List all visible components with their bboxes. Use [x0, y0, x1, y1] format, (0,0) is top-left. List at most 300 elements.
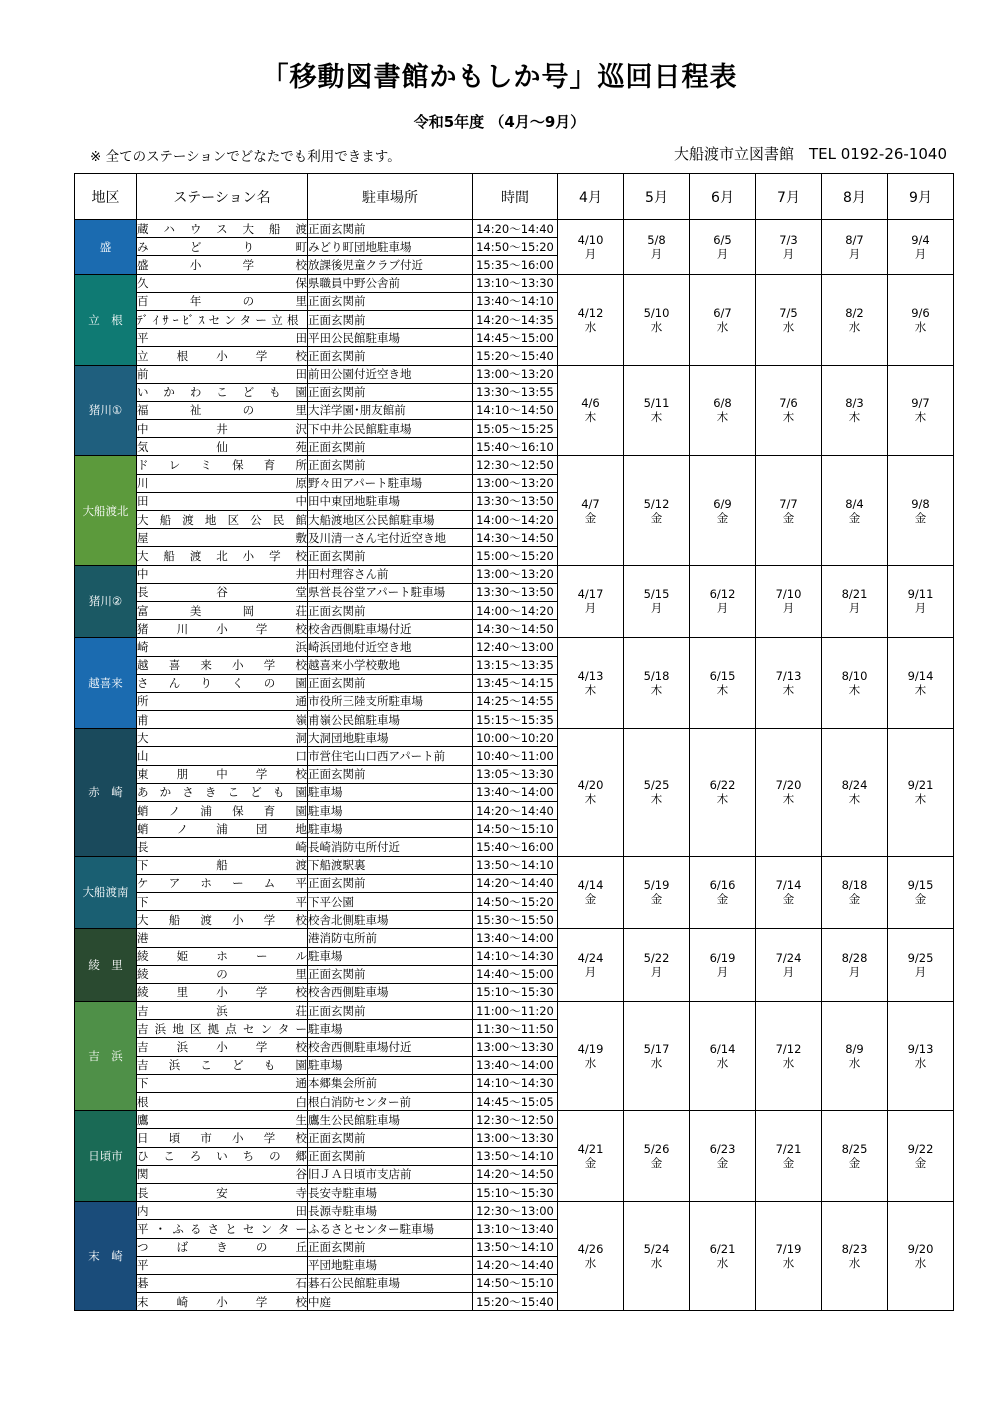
parking-location: 校舎西側駐車場 — [308, 983, 473, 1001]
time-slot: 14:30～14:50 — [473, 620, 558, 638]
visit-date — [822, 220, 888, 275]
station-name: 吉浜荘 — [137, 1002, 308, 1020]
station-name: 長崎 — [137, 838, 308, 856]
district-name: 日頃市 — [75, 1111, 137, 1202]
visit-weekday: 水 — [914, 1056, 927, 1071]
visit-date-value: 8/7 — [845, 232, 864, 247]
time-slot: 14:50～15:20 — [473, 238, 558, 256]
visit-date-value: 6/23 — [709, 1142, 736, 1157]
parking-location: 碁石公民館駐車場 — [308, 1274, 473, 1292]
visit-date-value: 9/22 — [907, 1142, 934, 1157]
station-name: 吉浜地区拠点センター — [137, 1020, 308, 1038]
visit-weekday: 月 — [914, 601, 927, 616]
parking-location: 正面玄関前 — [308, 1238, 473, 1256]
header-month: 4月 — [558, 174, 624, 220]
time-slot: 14:50～15:10 — [473, 820, 558, 838]
time-slot: 14:50～15:10 — [473, 1274, 558, 1292]
parking-location: 長安寺駐車場 — [308, 1183, 473, 1201]
visit-date-value: 7/20 — [775, 778, 802, 793]
visit-weekday: 月 — [650, 601, 663, 616]
visit-date — [888, 638, 954, 729]
visit-date-value: 4/13 — [577, 669, 604, 684]
parking-location: 田村理容さん前 — [308, 565, 473, 583]
time-slot: 14:25～14:55 — [473, 692, 558, 710]
visit-weekday: 水 — [650, 1256, 663, 1271]
visit-weekday: 木 — [914, 792, 927, 807]
visit-weekday: 木 — [584, 683, 597, 698]
visit-date-value: 9/7 — [911, 396, 930, 411]
district-name: 末 崎 — [75, 1202, 137, 1311]
visit-date — [558, 456, 624, 565]
station-name: 蛸ノ浦保育園 — [137, 802, 308, 820]
station-name: 猪川小学校 — [137, 620, 308, 638]
visit-date-value: 9/14 — [907, 669, 934, 684]
district-name: 猪川② — [75, 565, 137, 638]
parking-location: 鷹生公民館駐車場 — [308, 1111, 473, 1129]
district-name: 大船渡北 — [75, 456, 137, 565]
parking-location: 大船渡地区公民館駐車場 — [308, 511, 473, 529]
visit-date-value: 6/7 — [713, 305, 732, 320]
station-name: 川原 — [137, 474, 308, 492]
station-name: 下通 — [137, 1074, 308, 1092]
visit-weekday: 水 — [782, 319, 795, 334]
station-name: 盛小学校 — [137, 256, 308, 274]
parking-location: 正面玄関前 — [308, 347, 473, 365]
table-row — [75, 1202, 954, 1220]
visit-weekday: 木 — [914, 410, 927, 425]
visit-date-value: 9/11 — [907, 587, 934, 602]
time-slot: 11:30～11:50 — [473, 1020, 558, 1038]
station-name: 中井沢 — [137, 420, 308, 438]
visit-date — [690, 1202, 756, 1311]
visit-date-value: 7/14 — [775, 878, 802, 893]
visit-date — [822, 274, 888, 365]
visit-weekday: 木 — [782, 792, 795, 807]
visit-date-value: 5/22 — [643, 951, 670, 966]
parking-location: 越喜来小学校敷地 — [308, 656, 473, 674]
parking-location: 県職員中野公舎前 — [308, 274, 473, 292]
station-name: 吉浜小学校 — [137, 1038, 308, 1056]
visit-weekday: 金 — [782, 892, 795, 907]
visit-weekday: 金 — [650, 510, 663, 525]
station-name: 綾の里 — [137, 965, 308, 983]
header-parking: 駐車場所 — [308, 174, 473, 220]
visit-date — [888, 365, 954, 456]
visit-date — [624, 1002, 690, 1111]
station-name: 大船渡小学校 — [137, 911, 308, 929]
time-slot: 15:40～16:10 — [473, 438, 558, 456]
time-slot: 13:50～14:10 — [473, 856, 558, 874]
station-name: 内田 — [137, 1202, 308, 1220]
visit-date — [756, 929, 822, 1002]
schedule-table — [74, 173, 954, 1311]
table-row — [75, 929, 954, 947]
header-time: 時間 — [473, 174, 558, 220]
visit-date-value: 8/9 — [845, 1042, 864, 1057]
visit-date-value: 5/15 — [643, 587, 670, 602]
visit-weekday: 木 — [584, 410, 597, 425]
visit-date — [624, 456, 690, 565]
visit-weekday: 月 — [650, 246, 663, 261]
visit-weekday: 月 — [914, 246, 927, 261]
visit-date — [756, 365, 822, 456]
station-name: 港 — [137, 929, 308, 947]
station-name: 富美岡荘 — [137, 601, 308, 619]
table-row — [75, 220, 954, 238]
visit-weekday: 木 — [782, 410, 795, 425]
visit-date — [888, 274, 954, 365]
visit-date-value: 7/12 — [775, 1042, 802, 1057]
time-slot: 12:40～13:00 — [473, 638, 558, 656]
header-row — [75, 174, 954, 220]
visit-date — [756, 456, 822, 565]
visit-date-value: 9/6 — [911, 305, 930, 320]
visit-date — [822, 456, 888, 565]
time-slot: 14:00～14:20 — [473, 601, 558, 619]
visit-date-value: 8/23 — [841, 1242, 868, 1257]
visit-date — [888, 1202, 954, 1311]
time-slot: 14:00～14:20 — [473, 511, 558, 529]
visit-date-value: 6/21 — [709, 1242, 736, 1257]
visit-date-value: 4/24 — [577, 951, 604, 966]
visit-date — [558, 1111, 624, 1202]
usage-note: ※ 全てのステーションでどなたでも利用できます。 — [90, 149, 401, 165]
table-row — [75, 456, 954, 474]
visit-date — [624, 365, 690, 456]
table-row — [75, 1002, 954, 1020]
visit-weekday: 月 — [914, 965, 927, 980]
time-slot: 13:40～14:00 — [473, 783, 558, 801]
visit-date-value: 8/4 — [845, 496, 864, 511]
parking-location: 正面玄関前 — [308, 874, 473, 892]
parking-location: 正面玄関前 — [308, 674, 473, 692]
visit-date — [624, 856, 690, 929]
time-slot: 14:30～14:50 — [473, 529, 558, 547]
district-name: 猪川① — [75, 365, 137, 456]
visit-date-value: 4/6 — [581, 396, 600, 411]
visit-date-value: 8/28 — [841, 951, 868, 966]
visit-weekday: 月 — [848, 965, 861, 980]
visit-date-value: 7/19 — [775, 1242, 802, 1257]
visit-weekday: 金 — [914, 1156, 927, 1171]
visit-weekday: 水 — [782, 1256, 795, 1271]
visit-date — [558, 1002, 624, 1111]
visit-date-value: 8/21 — [841, 587, 868, 602]
time-slot: 13:00～13:20 — [473, 474, 558, 492]
station-name: 崎浜 — [137, 638, 308, 656]
visit-date — [822, 729, 888, 856]
table-row — [75, 856, 954, 874]
visit-weekday: 月 — [716, 965, 729, 980]
schedule-body — [75, 220, 954, 1311]
visit-date — [558, 274, 624, 365]
visit-date-value: 7/24 — [775, 951, 802, 966]
parking-location: 正面玄関前 — [308, 1129, 473, 1147]
parking-location: 駐車場 — [308, 820, 473, 838]
visit-date-value: 6/14 — [709, 1042, 736, 1057]
time-slot: 13:10～13:30 — [473, 274, 558, 292]
visit-weekday: 木 — [716, 410, 729, 425]
visit-date — [756, 565, 822, 638]
page-subtitle: 令和5年度 （4月～9月） — [413, 113, 586, 131]
visit-weekday: 金 — [650, 1156, 663, 1171]
parking-location: ふるさとセンター駐車場 — [308, 1220, 473, 1238]
visit-date — [624, 274, 690, 365]
district-name: 綾 里 — [75, 929, 137, 1002]
parking-location: 平田公民館駐車場 — [308, 329, 473, 347]
header-month: 8月 — [822, 174, 888, 220]
visit-weekday: 月 — [584, 246, 597, 261]
parking-location: みどり町団地駐車場 — [308, 238, 473, 256]
parking-location: 甫嶺公民館駐車場 — [308, 711, 473, 729]
visit-weekday: 水 — [782, 1056, 795, 1071]
station-name: ﾃﾞｲｻｰﾋﾞｽセンター立根 — [137, 310, 308, 328]
parking-location: 港消防屯所前 — [308, 929, 473, 947]
time-slot: 14:45～15:05 — [473, 1093, 558, 1111]
time-slot: 14:20～14:40 — [473, 1256, 558, 1274]
header-month: 6月 — [690, 174, 756, 220]
visit-date — [822, 638, 888, 729]
parking-location: 市役所三陸支所駐車場 — [308, 692, 473, 710]
time-slot: 14:20～14:50 — [473, 1165, 558, 1183]
visit-date-value: 8/10 — [841, 669, 868, 684]
station-name: 関谷 — [137, 1165, 308, 1183]
visit-date — [624, 220, 690, 275]
visit-weekday: 金 — [650, 892, 663, 907]
visit-weekday: 金 — [716, 892, 729, 907]
visit-weekday: 木 — [848, 683, 861, 698]
time-slot: 15:20～15:40 — [473, 1293, 558, 1311]
station-name: 末崎小学校 — [137, 1293, 308, 1311]
visit-weekday: 木 — [584, 792, 597, 807]
visit-date-value: 5/8 — [647, 232, 666, 247]
parking-location: 下船渡駅裏 — [308, 856, 473, 874]
station-name: ケアホーム平 — [137, 874, 308, 892]
time-slot: 12:30～12:50 — [473, 456, 558, 474]
visit-date — [756, 856, 822, 929]
parking-location: 長崎消防屯所付近 — [308, 838, 473, 856]
visit-date — [690, 274, 756, 365]
time-slot: 14:40～15:00 — [473, 965, 558, 983]
station-name: 吉浜こども園 — [137, 1056, 308, 1074]
visit-date — [624, 929, 690, 1002]
station-name: 山口 — [137, 747, 308, 765]
visit-date-value: 5/26 — [643, 1142, 670, 1157]
visit-date-value: 6/12 — [709, 587, 736, 602]
visit-weekday: 金 — [848, 1156, 861, 1171]
parking-location: 本郷集会所前 — [308, 1074, 473, 1092]
page-title: 「移動図書館かもしか号」巡回日程表 — [261, 62, 738, 93]
visit-weekday: 月 — [848, 246, 861, 261]
visit-weekday: 金 — [848, 510, 861, 525]
station-name: みどり町 — [137, 238, 308, 256]
visit-date-value: 4/14 — [577, 878, 604, 893]
visit-date — [690, 456, 756, 565]
visit-weekday: 水 — [848, 319, 861, 334]
visit-date — [756, 1002, 822, 1111]
station-name: 甫嶺 — [137, 711, 308, 729]
visit-date-value: 5/25 — [643, 778, 670, 793]
time-slot: 14:20～14:40 — [473, 874, 558, 892]
visit-date — [822, 365, 888, 456]
station-name: 日頃市小学校 — [137, 1129, 308, 1147]
visit-weekday: 月 — [584, 965, 597, 980]
table-row — [75, 365, 954, 383]
visit-weekday: 木 — [782, 683, 795, 698]
station-name: 下船渡 — [137, 856, 308, 874]
visit-weekday: 水 — [716, 1056, 729, 1071]
district-name: 大船渡南 — [75, 856, 137, 929]
header-month: 7月 — [756, 174, 822, 220]
visit-date-value: 4/21 — [577, 1142, 604, 1157]
visit-weekday: 水 — [848, 1056, 861, 1071]
visit-weekday: 金 — [782, 1156, 795, 1171]
visit-weekday: 木 — [650, 792, 663, 807]
visit-date-value: 9/21 — [907, 778, 934, 793]
parking-location: 野々田アパート駐車場 — [308, 474, 473, 492]
visit-weekday: 木 — [650, 683, 663, 698]
parking-location: 平団地駐車場 — [308, 1256, 473, 1274]
visit-date — [756, 1111, 822, 1202]
visit-date — [690, 856, 756, 929]
visit-weekday: 金 — [584, 1156, 597, 1171]
parking-location: 正面玄関前 — [308, 438, 473, 456]
time-slot: 15:20～15:40 — [473, 347, 558, 365]
parking-location: 校舎北側駐車場 — [308, 911, 473, 929]
visit-date — [558, 220, 624, 275]
visit-weekday: 月 — [716, 246, 729, 261]
visit-date — [558, 929, 624, 1002]
visit-date — [558, 365, 624, 456]
station-name: ドレミ保育所 — [137, 456, 308, 474]
parking-location: 旧ＪＡ日頃市支店前 — [308, 1165, 473, 1183]
header-station: ステーション名 — [137, 174, 308, 220]
station-name: 東朋中学校 — [137, 765, 308, 783]
visit-weekday: 木 — [716, 683, 729, 698]
visit-date-value: 5/10 — [643, 305, 670, 320]
visit-date-value: 6/8 — [713, 396, 732, 411]
visit-date — [690, 729, 756, 856]
parking-location: 正面玄関前 — [308, 1002, 473, 1020]
visit-weekday: 木 — [914, 683, 927, 698]
station-name: 前田 — [137, 365, 308, 383]
visit-date — [624, 1111, 690, 1202]
visit-weekday: 月 — [782, 965, 795, 980]
parking-location: 大洋学園･朋友館前 — [308, 401, 473, 419]
visit-date-value: 6/15 — [709, 669, 736, 684]
visit-date — [822, 856, 888, 929]
station-name: 綾姫ホール — [137, 947, 308, 965]
parking-location: 正面玄関前 — [308, 456, 473, 474]
parking-location: 大洞団地駐車場 — [308, 729, 473, 747]
time-slot: 13:30～13:50 — [473, 583, 558, 601]
time-slot: 14:10～14:30 — [473, 1074, 558, 1092]
visit-weekday: 金 — [584, 510, 597, 525]
visit-weekday: 水 — [848, 1256, 861, 1271]
visit-date — [558, 565, 624, 638]
time-slot: 15:40～16:00 — [473, 838, 558, 856]
time-slot: 13:15～13:35 — [473, 656, 558, 674]
station-name: 屋敷 — [137, 529, 308, 547]
visit-weekday: 木 — [716, 792, 729, 807]
header-district: 地区 — [75, 174, 137, 220]
visit-date-value: 4/26 — [577, 1242, 604, 1257]
station-name: 百年の里 — [137, 292, 308, 310]
visit-date — [822, 565, 888, 638]
visit-date — [822, 1111, 888, 1202]
visit-date — [888, 856, 954, 929]
time-slot: 13:45～14:15 — [473, 674, 558, 692]
station-name: あかさきこども園 — [137, 783, 308, 801]
visit-date — [690, 565, 756, 638]
time-slot: 15:10～15:30 — [473, 983, 558, 1001]
time-slot: 10:40～11:00 — [473, 747, 558, 765]
visit-date — [756, 220, 822, 275]
parking-location: 正面玄関前 — [308, 383, 473, 401]
visit-date — [690, 1002, 756, 1111]
parking-location: 中庭 — [308, 1293, 473, 1311]
visit-date-value: 7/10 — [775, 587, 802, 602]
parking-location: 駐車場 — [308, 1056, 473, 1074]
time-slot: 13:30～13:55 — [473, 383, 558, 401]
parking-location: 正面玄関前 — [308, 601, 473, 619]
visit-date — [888, 1002, 954, 1111]
visit-date — [888, 929, 954, 1002]
time-slot: 15:30～15:50 — [473, 911, 558, 929]
table-row — [75, 274, 954, 292]
parking-location: 正面玄関前 — [308, 292, 473, 310]
visit-date-value: 5/24 — [643, 1242, 670, 1257]
station-name: 中井 — [137, 565, 308, 583]
station-name: 気仙苑 — [137, 438, 308, 456]
station-name: 福祉の里 — [137, 401, 308, 419]
visit-date — [822, 929, 888, 1002]
visit-date-value: 9/13 — [907, 1042, 934, 1057]
parking-location: 正面玄関前 — [308, 547, 473, 565]
parking-location: 崎浜団地付近空き地 — [308, 638, 473, 656]
visit-date — [624, 565, 690, 638]
parking-location: 正面玄関前 — [308, 965, 473, 983]
time-slot: 13:50～14:10 — [473, 1147, 558, 1165]
district-name: 盛 — [75, 220, 137, 275]
time-slot: 15:15～15:35 — [473, 711, 558, 729]
visit-date — [822, 1202, 888, 1311]
time-slot: 15:10～15:30 — [473, 1183, 558, 1201]
visit-date — [756, 1202, 822, 1311]
time-slot: 14:10～14:50 — [473, 401, 558, 419]
district-name: 吉 浜 — [75, 1002, 137, 1111]
station-name: 久保 — [137, 274, 308, 292]
visit-weekday: 金 — [914, 510, 927, 525]
time-slot: 15:05～15:25 — [473, 420, 558, 438]
visit-date-value: 6/19 — [709, 951, 736, 966]
visit-date-value: 9/4 — [911, 232, 930, 247]
time-slot: 14:20～14:35 — [473, 310, 558, 328]
visit-date-value: 6/16 — [709, 878, 736, 893]
visit-date-value: 4/17 — [577, 587, 604, 602]
time-slot: 13:10～13:40 — [473, 1220, 558, 1238]
visit-date — [690, 220, 756, 275]
visit-weekday: 月 — [848, 601, 861, 616]
visit-date — [756, 274, 822, 365]
time-slot: 11:00～11:20 — [473, 1002, 558, 1020]
visit-weekday: 水 — [716, 1256, 729, 1271]
parking-location: 前田公園付近空き地 — [308, 365, 473, 383]
visit-date-value: 9/8 — [911, 496, 930, 511]
station-name: 大洞 — [137, 729, 308, 747]
visit-date-value: 4/7 — [581, 496, 600, 511]
visit-date — [888, 456, 954, 565]
